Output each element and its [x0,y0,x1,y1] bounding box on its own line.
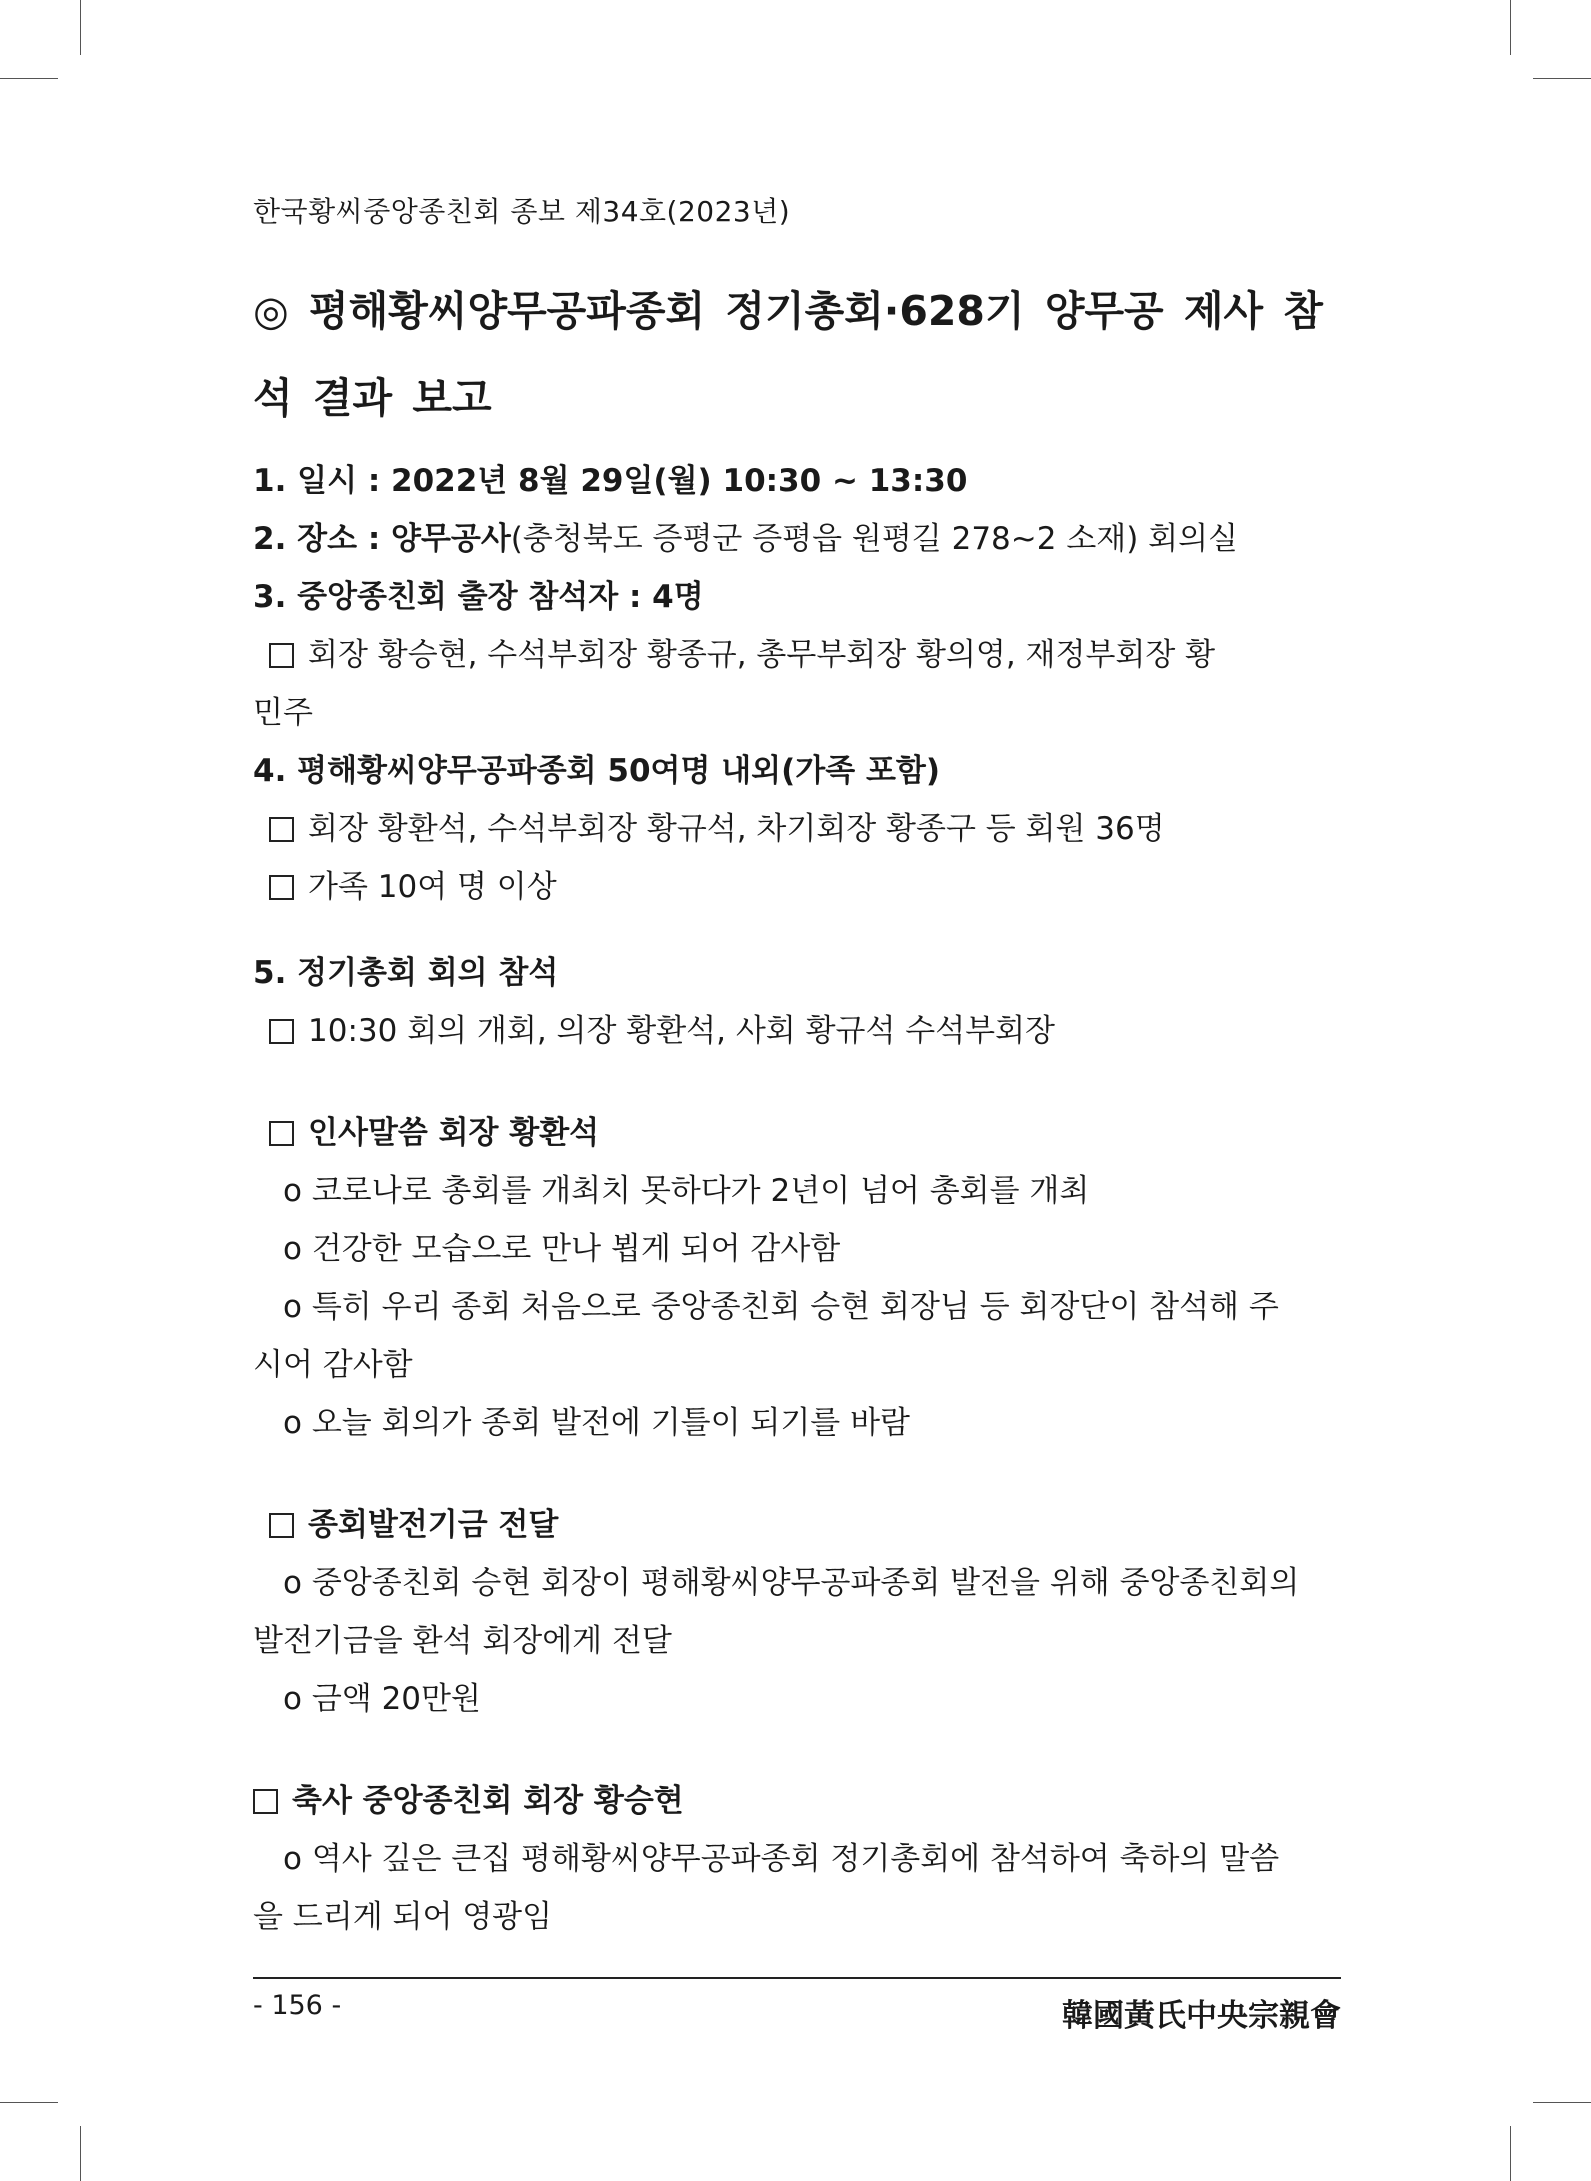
checkbox-icon [269,817,294,842]
checkbox-icon [269,1513,294,1538]
fund-point: o 중앙종친회 승현 회장이 평해황씨양무공파종회 발전을 위해 중앙종친회의 [283,1565,1300,1601]
footer-rule [253,1977,1341,1979]
crop-mark [1510,2126,1511,2181]
checkbox-icon [269,643,294,668]
checkbox-icon [269,875,294,900]
meeting-heading: 5. 정기총회 회의 참석 [253,955,559,991]
greeting-heading [253,1104,1341,1162]
clan-family-text: 가족 10여 명 이상 [308,869,557,905]
item-place [253,510,1341,568]
crop-mark [0,78,58,79]
fund-heading-text: 종회발전기금 전달 [308,1507,559,1543]
organization-name: 韓國黃氏中央宗親會 [1062,1998,1341,2034]
greeting-heading-text: 인사말씀 회장 황환석 [308,1115,600,1151]
crop-mark [80,0,81,55]
page-number: - 156 - [253,1990,342,2021]
greeting-point-cont: 시어 감사함 [253,1347,413,1383]
congrats-heading [253,1772,1341,1830]
crop-mark [1533,78,1591,79]
central-attendees-text: 회장 황승현, 수석부회장 황종규, 총무부회장 황의영, 재정부회장 황 [308,637,1216,673]
clan-members-text: 회장 황환석, 수석부회장 황규석, 차기회장 황종구 등 회원 36명 [308,811,1165,847]
date-value: 2022년 8월 29일(월) 10:30 ~ 13:30 [391,463,968,499]
crop-mark [0,2102,58,2103]
clan-attendees-heading: 4. 평해황씨양무공파종회 50여명 내외(가족 포함) [253,753,941,789]
greeting-point: o 코로나로 총회를 개최치 못하다가 2년이 넘어 총회를 개최 [283,1173,1090,1209]
item-date [253,452,1341,510]
congrats-point-cont: 을 드리게 되어 영광임 [253,1899,553,1935]
central-attendees-heading: 3. 중앙종친회 출장 참석자 : 4명 [253,579,704,615]
page-title: ◎ 평해황씨양무공파종회 정기총회·628기 양무공 제사 참석 결과 보고 [253,287,1324,422]
meeting-text: 10:30 회의 개회, 의장 황환석, 사회 황규석 수석부회장 [308,1013,1055,1049]
greeting-point: o 오늘 회의가 종회 발전에 기틀이 되기를 바람 [283,1405,910,1441]
place-label: 2. 장소 : 양무공사 [253,521,511,557]
greeting-point: o 특히 우리 종회 처음으로 중앙종친회 승현 회장님 등 회장단이 참석해 주 [283,1289,1279,1325]
meeting-detail [253,1002,1341,1060]
congrats-point: o 역사 깊은 큰집 평해황씨양무공파종회 정기총회에 참석하여 축하의 말씀 [283,1841,1280,1877]
checkbox-icon [253,1789,278,1814]
checkbox-icon [269,1121,294,1146]
fund-amount: o 금액 20만원 [283,1681,481,1717]
fund-point-cont: 발전기금을 환석 회장에게 전달 [253,1623,672,1659]
crop-mark [1510,0,1511,55]
clan-attendees-members [253,800,1341,858]
crop-mark [80,2126,81,2181]
clan-attendees-family [253,858,1341,916]
fund-heading [253,1496,1341,1554]
place-value: (충청북도 증평군 증평읍 원평길 278~2 소재) 회의실 [510,521,1239,557]
checkbox-icon [269,1019,294,1044]
central-attendees-cont: 민주 [253,695,313,731]
report-body [253,452,1341,1946]
date-label: 1. 일시 : [253,463,392,499]
congrats-heading-text: 축사 중앙종친회 회장 황승현 [292,1783,684,1819]
crop-mark [1533,2102,1591,2103]
greeting-point: o 건강한 모습으로 만나 뵙게 되어 감사함 [283,1231,841,1267]
running-header: 한국황씨중앙종친회 종보 제34호(2023년) [253,195,791,228]
central-attendees-list [253,626,1341,684]
